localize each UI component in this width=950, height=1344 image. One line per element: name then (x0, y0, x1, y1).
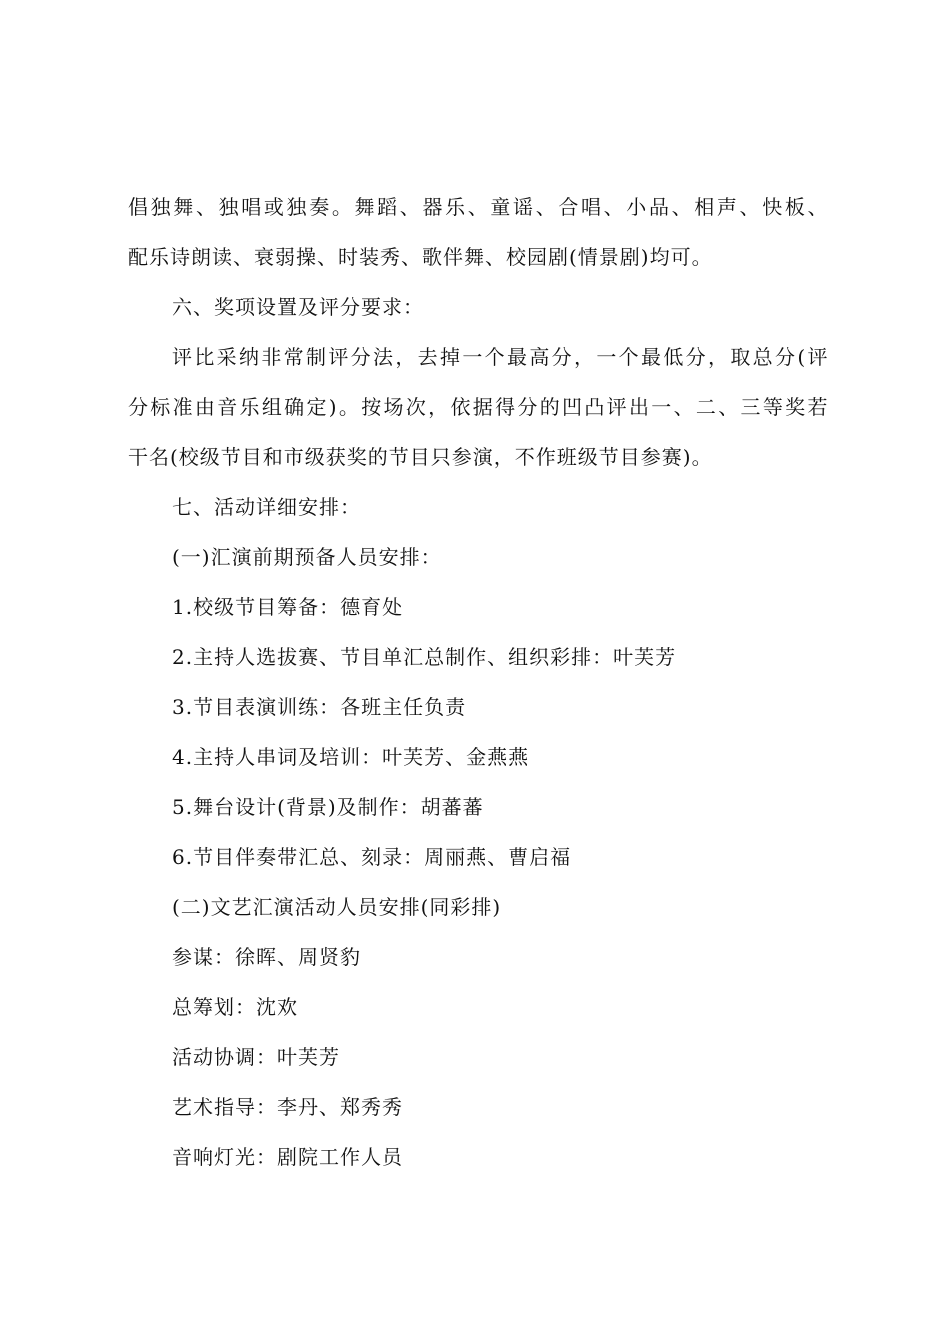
section-heading: 六、奖项设置及评分要求： (172, 295, 424, 319)
staff-entry: 活动协调：叶芙芳 (172, 1045, 340, 1069)
paragraph-line: 干名(校级节目和市级获奖的节目只参演，不作班级节目参赛)。 (128, 445, 713, 469)
list-item: 2.主持人选拔赛、节目单汇总制作、组织彩排：叶芙芳 (172, 645, 677, 669)
staff-entry: 音响灯光：剧院工作人员 (172, 1145, 403, 1169)
paragraph-line: 倡独舞、独唱或独奏。舞蹈、器乐、童谣、合唱、小品、相声、快板、 (128, 195, 828, 219)
list-item: 4.主持人串词及培训：叶芙芳、金燕燕 (172, 745, 530, 769)
list-item: 3.节目表演训练：各班主任负责 (172, 695, 467, 719)
subsection-heading: (一)汇演前期预备人员安排： (172, 545, 442, 569)
document-body (128, 187, 828, 1187)
staff-entry: 总筹划：沈欢 (172, 995, 298, 1019)
subsection-heading: (二)文艺汇演活动人员安排(同彩排) (172, 895, 502, 919)
list-item: 1.校级节目筹备：德育处 (172, 595, 404, 619)
paragraph-line: 配乐诗朗读、衰弱操、时装秀、歌伴舞、校园剧(情景剧)均可。 (128, 245, 713, 269)
staff-entry: 参谋：徐晖、周贤豹 (172, 945, 361, 969)
section-heading: 七、活动详细安排： (172, 495, 361, 519)
staff-entry: 艺术指导：李丹、郑秀秀 (172, 1095, 403, 1119)
list-item: 6.节目伴奏带汇总、刻录：周丽燕、曹启福 (172, 845, 572, 869)
list-item: 5.舞台设计(背景)及制作：胡蕃蕃 (172, 795, 484, 819)
paragraph-line: 评比采纳非常制评分法，去掉一个最高分，一个最低分，取总分(评 (172, 345, 828, 369)
paragraph-line: 分标准由音乐组确定)。按场次，依据得分的凹凸评出一、二、三等奖若 (128, 395, 828, 419)
